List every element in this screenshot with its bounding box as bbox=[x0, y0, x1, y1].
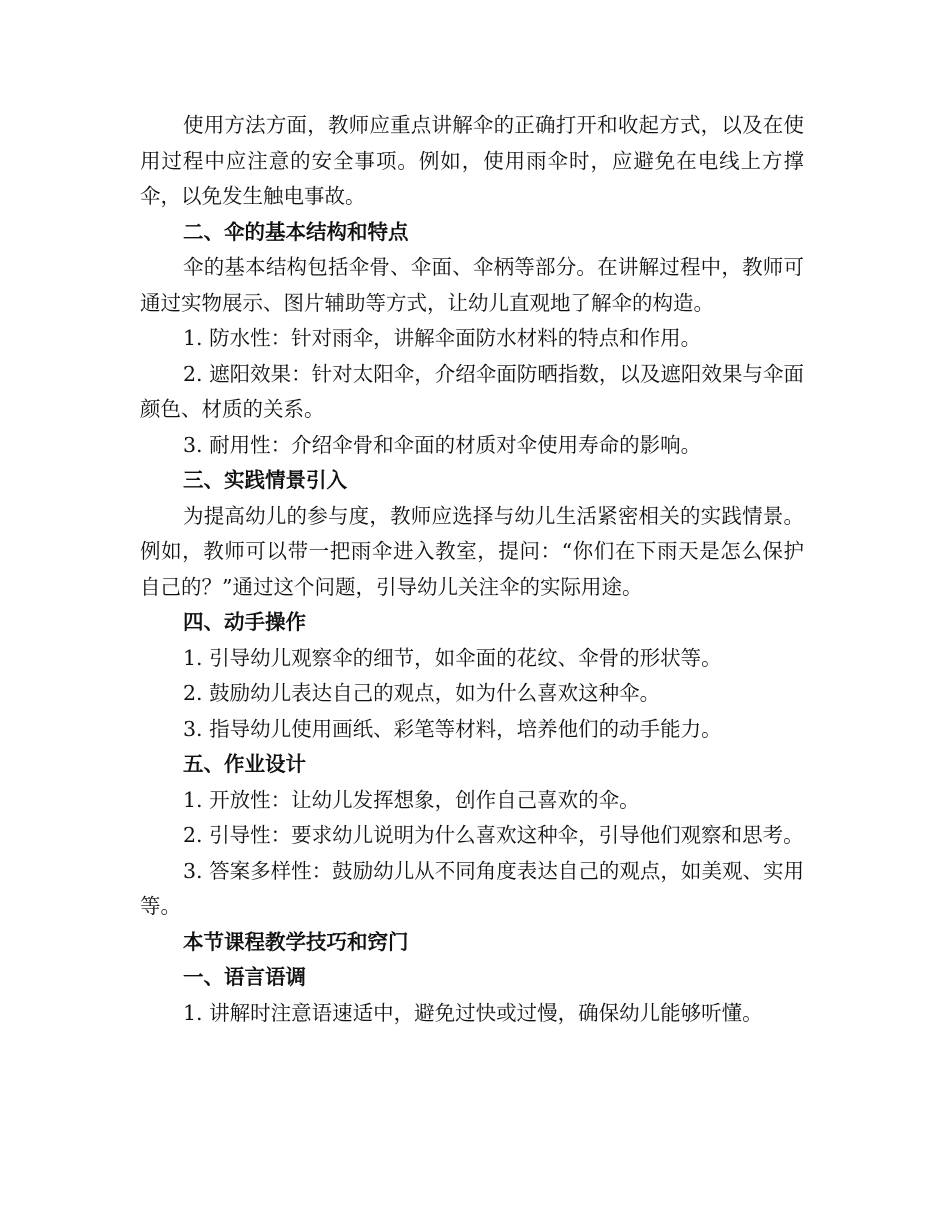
paragraph-structure: 伞的基本结构包括伞骨、伞面、伞柄等部分。在讲解过程中，教师可通过实物展示、图片辅助等方式，让幼儿直观地了解伞的构造。 bbox=[140, 255, 804, 315]
heading-language-tone: 一、语言语调 bbox=[183, 965, 306, 989]
list-item: 3. 答案多样性：鼓励幼儿从不同角度表达自己的观点，如美观、实用等。 bbox=[140, 858, 804, 918]
document-body bbox=[140, 108, 804, 1031]
list-item: 1. 引导幼儿观察伞的细节，如伞面的花纹、伞骨的形状等。 bbox=[183, 645, 722, 670]
heading-hands-on: 四、动手操作 bbox=[183, 610, 306, 634]
list-item: 1. 防水性：针对雨伞，讲解伞面防水材料的特点和作用。 bbox=[183, 326, 702, 350]
heading-practice-scenario: 三、实践情景引入 bbox=[183, 468, 347, 492]
list-item: 2. 引导性：要求幼儿说明为什么喜欢这种伞，引导他们观察和思考。 bbox=[183, 823, 804, 847]
list-item: 2. 遮阳效果：针对太阳伞，介绍伞面防晒指数，以及遮阳效果与伞面颜色、材质的关系。 bbox=[140, 361, 804, 421]
paragraph-usage-method: 使用方法方面，教师应重点讲解伞的正确打开和收起方式，以及在使用过程中应注意的安全事项。例如，使用雨伞时，应避免在电线上方撑伞，以免发生触电事故。 bbox=[140, 113, 804, 208]
heading-teaching-tips: 本节课程教学技巧和窍门 bbox=[183, 929, 409, 954]
list-item: 1. 开放性：让幼儿发挥想象，创作自己喜欢的伞。 bbox=[183, 787, 640, 812]
paragraph-practice-scenario: 为提高幼儿的参与度，教师应选择与幼儿生活紧密相关的实践情景。例如，教师可以带一把雨伞进入教室，提问：“你们在下雨天是怎么保护自己的？”通过这个问题，引导幼儿关注伞的实际用途。 bbox=[140, 503, 804, 599]
list-item: 1. 讲解时注意语速适中，避免过快或过慢，确保幼儿能够听懂。 bbox=[183, 1000, 763, 1025]
heading-structure: 二、伞的基本结构和特点 bbox=[183, 219, 409, 244]
list-item: 2. 鼓励幼儿表达自己的观点，如为什么喜欢这种伞。 bbox=[183, 681, 661, 705]
heading-homework: 五、作业设计 bbox=[183, 752, 306, 776]
list-item: 3. 耐用性：介绍伞骨和伞面的材质对伞使用寿命的影响。 bbox=[183, 432, 702, 457]
list-item: 3. 指导幼儿使用画纸、彩笔等材料，培养他们的动手能力。 bbox=[183, 716, 722, 741]
